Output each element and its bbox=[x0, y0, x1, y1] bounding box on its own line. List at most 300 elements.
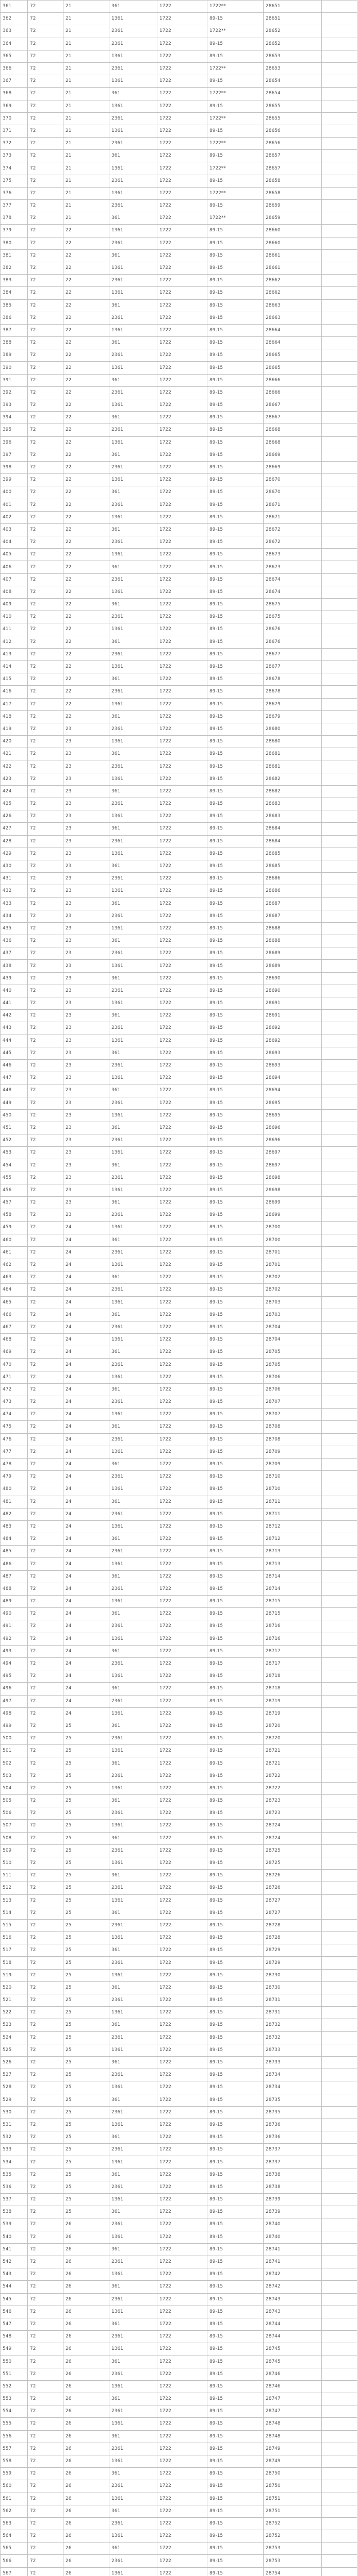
table-cell: 1722 bbox=[157, 399, 207, 412]
table-cell: 1722 bbox=[157, 2281, 207, 2293]
table-cell: 22 bbox=[63, 523, 109, 536]
table-cell: 28723 bbox=[264, 1807, 322, 1820]
table-cell: 72 bbox=[28, 1820, 63, 1832]
table-cell: 1722 bbox=[157, 1857, 207, 1869]
table-row bbox=[1, 885, 357, 897]
table-cell bbox=[322, 1346, 357, 1359]
table-cell bbox=[322, 660, 357, 673]
table-cell bbox=[322, 287, 357, 299]
table-cell: 1361 bbox=[109, 436, 157, 449]
table-cell: 89-15 bbox=[207, 2168, 264, 2181]
table-cell bbox=[322, 2081, 357, 2094]
table-cell: 504 bbox=[1, 1782, 28, 1794]
table-cell: 89-15 bbox=[207, 1383, 264, 1396]
table-cell bbox=[322, 1720, 357, 1732]
table-cell bbox=[322, 275, 357, 287]
table-cell: 72 bbox=[28, 935, 63, 947]
table-cell: 1361 bbox=[109, 1409, 157, 1421]
table-cell: 28682 bbox=[264, 773, 322, 785]
table-cell: 1361 bbox=[109, 1969, 157, 1981]
table-cell: 1722 bbox=[157, 249, 207, 262]
table-cell bbox=[322, 1134, 357, 1147]
table-cell: 89-15 bbox=[207, 2069, 264, 2081]
table-row bbox=[1, 112, 357, 125]
table-row bbox=[1, 1994, 357, 2007]
table-cell: 89-15 bbox=[207, 1770, 264, 1782]
table-cell: 28729 bbox=[264, 1957, 322, 1969]
table-cell bbox=[322, 1683, 357, 1695]
table-row bbox=[1, 1284, 357, 1296]
table-cell: 89-15 bbox=[207, 2281, 264, 2293]
table-cell: 361 bbox=[109, 449, 157, 461]
table-cell: 23 bbox=[63, 972, 109, 985]
table-cell: 89-15 bbox=[207, 13, 264, 25]
table-cell: 24 bbox=[63, 1471, 109, 1483]
table-cell: 23 bbox=[63, 1134, 109, 1147]
table-cell: 488 bbox=[1, 1583, 28, 1595]
table-cell: 28711 bbox=[264, 1496, 322, 1508]
table-cell: 490 bbox=[1, 1608, 28, 1620]
table-cell: 26 bbox=[63, 2268, 109, 2281]
table-cell: 72 bbox=[28, 710, 63, 723]
table-cell: 72 bbox=[28, 324, 63, 336]
table-cell: 89-15 bbox=[207, 748, 264, 760]
table-cell: 485 bbox=[1, 1546, 28, 1558]
table-cell: 438 bbox=[1, 960, 28, 972]
table-cell bbox=[322, 1608, 357, 1620]
table-cell: 89-15 bbox=[207, 1782, 264, 1794]
table-cell: 89-15 bbox=[207, 1670, 264, 1683]
table-cell: 402 bbox=[1, 511, 28, 523]
table-cell: 528 bbox=[1, 2081, 28, 2094]
table-cell: 22 bbox=[63, 337, 109, 349]
table-row bbox=[1, 2405, 357, 2418]
table-cell: 361 bbox=[109, 1683, 157, 1695]
table-row bbox=[1, 1234, 357, 1246]
table-cell: 22 bbox=[63, 386, 109, 399]
table-cell bbox=[322, 922, 357, 935]
table-cell: 24 bbox=[63, 1284, 109, 1296]
table-cell: 21 bbox=[63, 125, 109, 137]
table-cell: 89-15 bbox=[207, 1994, 264, 2007]
table-cell: 24 bbox=[63, 1409, 109, 1421]
table-cell: 72 bbox=[28, 2493, 63, 2505]
table-cell bbox=[322, 798, 357, 810]
table-cell: 519 bbox=[1, 1969, 28, 1981]
table-cell: 1361 bbox=[109, 1558, 157, 1570]
table-cell: 1722 bbox=[157, 2418, 207, 2430]
table-cell: 28717 bbox=[264, 1657, 322, 1670]
table-cell: 89-15 bbox=[207, 698, 264, 710]
table-row bbox=[1, 1508, 357, 1520]
table-cell: 25 bbox=[63, 2094, 109, 2106]
table-row bbox=[1, 2156, 357, 2168]
table-cell: 72 bbox=[28, 2019, 63, 2031]
table-cell: 89-15 bbox=[207, 2256, 264, 2268]
table-cell bbox=[322, 2493, 357, 2505]
table-cell: 1722 bbox=[157, 2355, 207, 2368]
table-cell: 25 bbox=[63, 1969, 109, 1981]
table-cell: 1722 bbox=[157, 2181, 207, 2193]
table-cell: 388 bbox=[1, 337, 28, 349]
table-cell: 25 bbox=[63, 2168, 109, 2181]
table-cell: 23 bbox=[63, 873, 109, 885]
table-cell: 363 bbox=[1, 25, 28, 38]
table-cell: 449 bbox=[1, 1097, 28, 1109]
table-cell bbox=[322, 62, 357, 75]
table-cell bbox=[322, 1184, 357, 1196]
table-cell: 1722 bbox=[157, 1172, 207, 1184]
table-cell: 72 bbox=[28, 1396, 63, 1409]
table-cell: 2361 bbox=[109, 1657, 157, 1670]
table-cell: 1722 bbox=[157, 2081, 207, 2094]
table-cell: 89-15 bbox=[207, 1707, 264, 1720]
table-cell: 26 bbox=[63, 2418, 109, 2430]
table-cell: 28679 bbox=[264, 698, 322, 710]
table-row bbox=[1, 1832, 357, 1844]
table-cell: 1722 bbox=[157, 2144, 207, 2156]
table-cell: 89-15 bbox=[207, 2306, 264, 2318]
table-cell: 72 bbox=[28, 1919, 63, 1931]
table-cell: 426 bbox=[1, 810, 28, 823]
table-cell bbox=[322, 2543, 357, 2555]
table-cell: 89-15 bbox=[207, 1371, 264, 1383]
table-cell: 1722 bbox=[157, 2268, 207, 2281]
table-cell: 361 bbox=[109, 1981, 157, 1994]
table-cell bbox=[322, 324, 357, 336]
table-cell bbox=[322, 773, 357, 785]
table-cell: 1722 bbox=[157, 125, 207, 137]
table-cell: 28718 bbox=[264, 1683, 322, 1695]
table-cell: 89-15 bbox=[207, 1583, 264, 1595]
table-cell: 1722 bbox=[157, 1496, 207, 1508]
table-cell: 89-15 bbox=[207, 972, 264, 985]
table-cell: 89-15 bbox=[207, 910, 264, 922]
table-cell: 89-15 bbox=[207, 922, 264, 935]
table-cell: 89-15 bbox=[207, 798, 264, 810]
table-cell: 361 bbox=[109, 748, 157, 760]
table-cell: 28721 bbox=[264, 1757, 322, 1770]
table-cell: 22 bbox=[63, 436, 109, 449]
table-cell bbox=[322, 2318, 357, 2330]
table-row bbox=[1, 1359, 357, 1371]
table-cell: 72 bbox=[28, 2131, 63, 2144]
table-cell: 560 bbox=[1, 2480, 28, 2493]
table-cell: 89-15 bbox=[207, 38, 264, 50]
table-cell: 26 bbox=[63, 2480, 109, 2493]
table-cell: 1722 bbox=[157, 2517, 207, 2530]
table-cell: 28677 bbox=[264, 648, 322, 660]
table-cell: 1722 bbox=[157, 474, 207, 486]
table-cell: 25 bbox=[63, 1957, 109, 1969]
table-cell: 28741 bbox=[264, 2243, 322, 2256]
table-cell: 25 bbox=[63, 1782, 109, 1794]
table-cell: 72 bbox=[28, 38, 63, 50]
table-cell bbox=[322, 885, 357, 897]
table-cell: 523 bbox=[1, 2019, 28, 2031]
table-row bbox=[1, 88, 357, 100]
table-row bbox=[1, 1683, 357, 1695]
table-cell: 28665 bbox=[264, 362, 322, 374]
table-cell bbox=[322, 785, 357, 798]
table-cell: 26 bbox=[63, 2281, 109, 2293]
table-cell: 480 bbox=[1, 1483, 28, 1496]
table-cell: 436 bbox=[1, 935, 28, 947]
table-cell bbox=[322, 1508, 357, 1520]
table-cell: 22 bbox=[63, 299, 109, 312]
table-cell: 514 bbox=[1, 1907, 28, 1919]
table-cell: 2361 bbox=[109, 2181, 157, 2193]
table-cell: 72 bbox=[28, 1234, 63, 1246]
table-cell: 361 bbox=[109, 374, 157, 386]
table-cell bbox=[322, 461, 357, 473]
table-cell: 1722 bbox=[157, 2505, 207, 2517]
table-cell: 28668 bbox=[264, 436, 322, 449]
table-cell bbox=[322, 499, 357, 511]
table-row bbox=[1, 1010, 357, 1022]
table-cell: 1361 bbox=[109, 2231, 157, 2243]
table-cell: 1361 bbox=[109, 1857, 157, 1869]
table-cell bbox=[322, 1919, 357, 1931]
table-cell: 2361 bbox=[109, 1172, 157, 1184]
table-cell: 22 bbox=[63, 698, 109, 710]
table-cell: 2361 bbox=[109, 1770, 157, 1782]
table-cell: 26 bbox=[63, 2530, 109, 2543]
table-cell: 89-15 bbox=[207, 312, 264, 324]
table-cell: 1722 bbox=[157, 499, 207, 511]
table-cell bbox=[322, 162, 357, 175]
table-cell: 1361 bbox=[109, 1782, 157, 1794]
table-cell bbox=[322, 1097, 357, 1109]
table-cell: 2361 bbox=[109, 1583, 157, 1595]
table-cell: 25 bbox=[63, 1907, 109, 1919]
table-cell: 28654 bbox=[264, 75, 322, 88]
table-cell: 1722 bbox=[157, 1546, 207, 1558]
table-cell: 24 bbox=[63, 1359, 109, 1371]
table-cell: 21 bbox=[63, 50, 109, 62]
table-cell: 1722 bbox=[157, 312, 207, 324]
table-cell bbox=[322, 2044, 357, 2056]
table-cell: 1722 bbox=[157, 1558, 207, 1570]
table-cell bbox=[322, 374, 357, 386]
table-cell: 407 bbox=[1, 573, 28, 586]
table-cell: 531 bbox=[1, 2119, 28, 2131]
table-cell: 72 bbox=[28, 2206, 63, 2218]
table-cell: 2361 bbox=[109, 1807, 157, 1820]
table-cell: 72 bbox=[28, 1309, 63, 1321]
table-cell: 28706 bbox=[264, 1371, 322, 1383]
table-cell bbox=[322, 536, 357, 549]
table-cell: 89-15 bbox=[207, 1558, 264, 1570]
table-cell bbox=[322, 2380, 357, 2393]
table-row bbox=[1, 1222, 357, 1234]
table-cell: 26 bbox=[63, 2405, 109, 2418]
table-cell bbox=[322, 112, 357, 125]
table-cell: 1722 bbox=[157, 2555, 207, 2567]
table-cell bbox=[322, 25, 357, 38]
table-cell bbox=[322, 2393, 357, 2405]
table-cell bbox=[322, 1733, 357, 1745]
table-cell bbox=[322, 1994, 357, 2007]
table-cell: 24 bbox=[63, 1583, 109, 1595]
table-cell bbox=[322, 1458, 357, 1470]
table-cell: 89-15 bbox=[207, 1209, 264, 1222]
table-cell: 72 bbox=[28, 1, 63, 13]
table-cell: 89-15 bbox=[207, 623, 264, 636]
table-cell bbox=[322, 1745, 357, 1757]
table-cell: 1722 bbox=[157, 275, 207, 287]
table-row bbox=[1, 1670, 357, 1683]
table-cell: 1722 bbox=[157, 1832, 207, 1844]
table-cell bbox=[322, 1383, 357, 1396]
table-cell: 361 bbox=[109, 860, 157, 872]
table-row bbox=[1, 2418, 357, 2430]
table-cell: 1722 bbox=[157, 2393, 207, 2405]
table-cell: 28689 bbox=[264, 947, 322, 960]
table-cell: 72 bbox=[28, 648, 63, 660]
table-cell: 22 bbox=[63, 237, 109, 249]
table-cell bbox=[322, 1633, 357, 1645]
table-cell: 382 bbox=[1, 262, 28, 274]
table-cell: 1722 bbox=[157, 1334, 207, 1346]
table-cell: 21 bbox=[63, 25, 109, 38]
table-cell bbox=[322, 2206, 357, 2218]
table-cell: 28690 bbox=[264, 972, 322, 985]
table-cell bbox=[322, 449, 357, 461]
table-cell: 72 bbox=[28, 1209, 63, 1222]
table-cell: 486 bbox=[1, 1558, 28, 1570]
table-cell: 72 bbox=[28, 860, 63, 872]
table-cell: 2361 bbox=[109, 910, 157, 922]
table-row bbox=[1, 785, 357, 798]
table-cell bbox=[322, 2231, 357, 2243]
table-cell bbox=[322, 200, 357, 212]
table-cell: 361 bbox=[109, 1309, 157, 1321]
table-cell: 2361 bbox=[109, 1957, 157, 1969]
table-cell: 371 bbox=[1, 125, 28, 137]
table-cell: 28694 bbox=[264, 1084, 322, 1097]
table-cell: 554 bbox=[1, 2405, 28, 2418]
table-cell: 1722 bbox=[157, 910, 207, 922]
table-cell: 24 bbox=[63, 1645, 109, 1657]
table-cell: 72 bbox=[28, 486, 63, 499]
table-cell: 28702 bbox=[264, 1284, 322, 1296]
table-cell: 368 bbox=[1, 88, 28, 100]
table-cell: 361 bbox=[109, 337, 157, 349]
table-cell: 22 bbox=[63, 486, 109, 499]
table-cell: 1722 bbox=[157, 362, 207, 374]
table-cell bbox=[322, 2468, 357, 2480]
table-cell: 28724 bbox=[264, 1820, 322, 1832]
table-cell: 28714 bbox=[264, 1583, 322, 1595]
table-cell: 24 bbox=[63, 1558, 109, 1570]
table-cell: 1361 bbox=[109, 848, 157, 860]
table-cell: 72 bbox=[28, 1433, 63, 1446]
table-cell: 389 bbox=[1, 349, 28, 362]
table-cell: 25 bbox=[63, 2119, 109, 2131]
table-cell: 2361 bbox=[109, 947, 157, 960]
table-cell: 431 bbox=[1, 873, 28, 885]
table-cell bbox=[322, 1520, 357, 1533]
table-cell: 1722 bbox=[157, 1346, 207, 1359]
table-cell: 475 bbox=[1, 1421, 28, 1433]
table-cell: 559 bbox=[1, 2468, 28, 2480]
table-cell: 89-15 bbox=[207, 1359, 264, 1371]
table-row bbox=[1, 636, 357, 648]
table-cell: 22 bbox=[63, 673, 109, 686]
table-cell: 28686 bbox=[264, 873, 322, 885]
table-cell: 28719 bbox=[264, 1707, 322, 1720]
table-cell: 89-15 bbox=[207, 561, 264, 573]
table-cell: 1722 bbox=[157, 686, 207, 698]
table-cell: 361 bbox=[109, 1122, 157, 1134]
table-cell: 361 bbox=[109, 486, 157, 499]
table-cell: 72 bbox=[28, 1832, 63, 1844]
table-cell: 361 bbox=[109, 1010, 157, 1022]
table-cell bbox=[322, 1932, 357, 1944]
table-cell: 1722 bbox=[157, 785, 207, 798]
table-cell bbox=[322, 2368, 357, 2380]
table-cell: 2361 bbox=[109, 798, 157, 810]
table-cell bbox=[322, 873, 357, 885]
table-cell: 1722 bbox=[157, 1383, 207, 1396]
table-cell bbox=[322, 474, 357, 486]
table-cell: 25 bbox=[63, 2181, 109, 2193]
table-cell: 28744 bbox=[264, 2331, 322, 2343]
table-cell: 1722 bbox=[157, 1446, 207, 1458]
table-cell: 89-15 bbox=[207, 2331, 264, 2343]
table-cell: 28666 bbox=[264, 374, 322, 386]
table-cell bbox=[322, 138, 357, 150]
table-row bbox=[1, 549, 357, 561]
table-cell: 72 bbox=[28, 686, 63, 698]
table-cell: 23 bbox=[63, 1010, 109, 1022]
table-cell: 28720 bbox=[264, 1733, 322, 1745]
table-cell bbox=[322, 2480, 357, 2493]
table-row bbox=[1, 399, 357, 412]
table-cell: 24 bbox=[63, 1371, 109, 1383]
table-cell: 2361 bbox=[109, 1844, 157, 1857]
table-cell: 28744 bbox=[264, 2318, 322, 2330]
table-cell: 72 bbox=[28, 1707, 63, 1720]
table-cell bbox=[322, 2443, 357, 2455]
table-cell: 28737 bbox=[264, 2144, 322, 2156]
table-cell: 89-15 bbox=[207, 349, 264, 362]
table-cell: 28713 bbox=[264, 1546, 322, 1558]
table-cell bbox=[322, 1558, 357, 1570]
table-row bbox=[1, 1558, 357, 1570]
spreadsheet-body bbox=[1, 1, 357, 2576]
table-cell: 361 bbox=[109, 212, 157, 225]
table-cell: 28745 bbox=[264, 2343, 322, 2355]
table-cell: 1722 bbox=[157, 2380, 207, 2393]
table-cell: 562 bbox=[1, 2505, 28, 2517]
table-cell: 24 bbox=[63, 1396, 109, 1409]
table-cell: 28698 bbox=[264, 1172, 322, 1184]
table-cell bbox=[322, 436, 357, 449]
table-cell: 517 bbox=[1, 1944, 28, 1957]
table-cell: 72 bbox=[28, 2468, 63, 2480]
table-cell: 443 bbox=[1, 1022, 28, 1035]
table-cell: 72 bbox=[28, 138, 63, 150]
table-cell: 537 bbox=[1, 2194, 28, 2206]
table-cell: 414 bbox=[1, 660, 28, 673]
table-cell: 2361 bbox=[109, 2331, 157, 2343]
table-cell: 563 bbox=[1, 2517, 28, 2530]
table-cell: 489 bbox=[1, 1596, 28, 1608]
table-cell: 361 bbox=[109, 1346, 157, 1359]
table-cell: 89-15 bbox=[207, 125, 264, 137]
